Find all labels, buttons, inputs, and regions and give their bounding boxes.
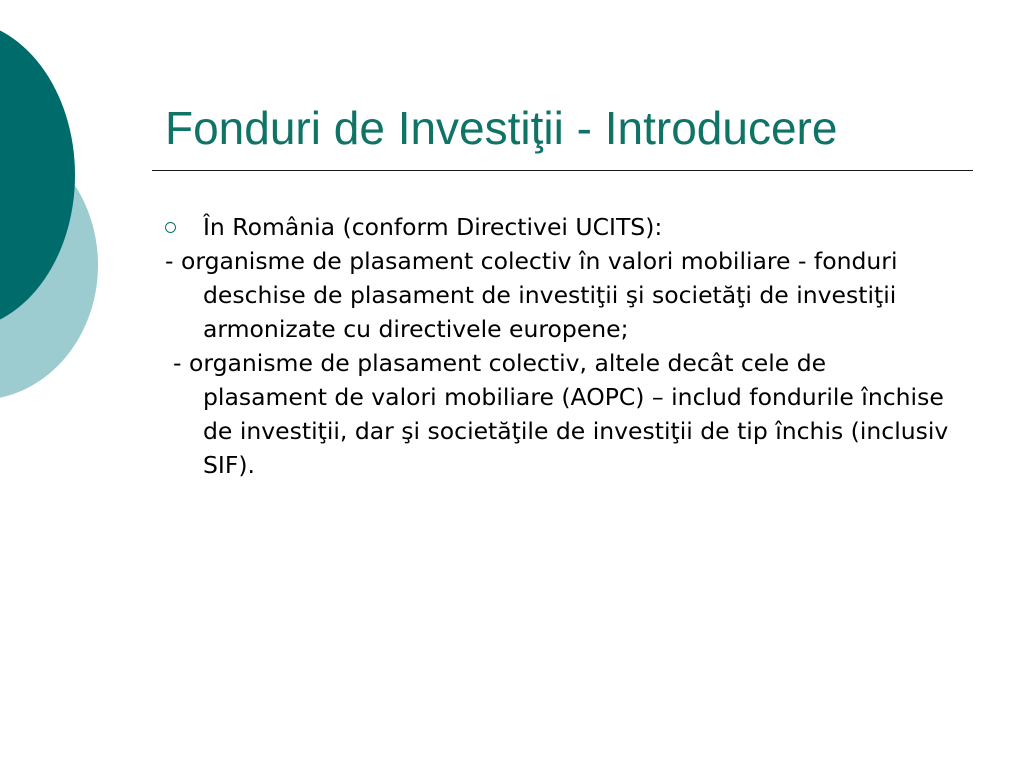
paragraph-ucits-funds: - organisme de plasament colectiv în valori mobiliare - fonduri deschise de plasament de investiţii şi societăţi de investiţii armonizate cu directivele europene; [165,247,898,343]
slide-title: Fonduri de Investiţii - Introducere [165,102,838,154]
title-divider [152,170,973,171]
paragraph-aopc-funds: - organisme de plasament colectiv, altele decât cele de plasament de valori mobiliare (AOPC) – includ fondurile închise de investiţii, dar şi societăţile de investiţii de tip închis (inclusiv SIF). [173,349,949,479]
bullet-item [165,210,955,244]
circle-bullet-icon [165,222,176,233]
bullet-text: În România (conform Directivei UCITS): [203,213,663,241]
slide-body [165,210,955,482]
